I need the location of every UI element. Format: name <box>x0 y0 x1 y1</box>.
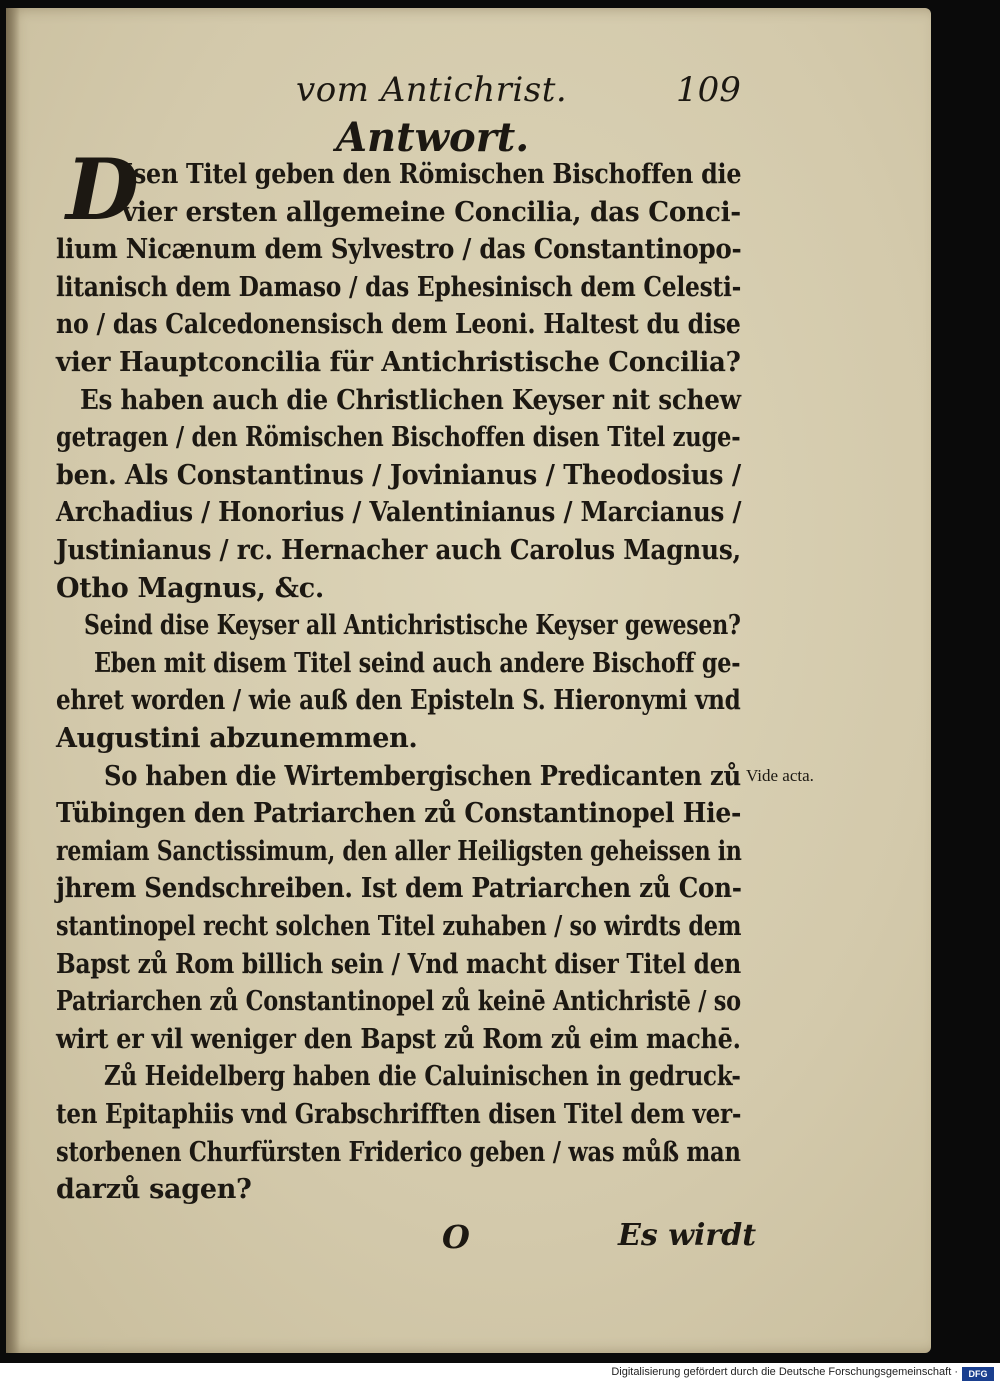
running-head: vom Antichrist. <box>296 70 568 110</box>
text-line: litanisch dem Damaso / das Ephesinisch dem Celesti- <box>56 271 742 303</box>
text-line: Patriarchen zů Constantinopel zů keinē Antichristē / so <box>56 986 741 1018</box>
text-line: wirt er vil weniger den Bapst zů Rom zů eim machē. <box>56 1023 741 1055</box>
text-line: remiam Sanctissimum, den aller Heiligsten geheissen in <box>56 835 742 867</box>
text-line: Eben mit disem Titel seind auch andere Bischoff ge- <box>94 647 741 679</box>
text-line: Justinianus / rc. Hernacher auch Carolus Magnus, <box>56 535 741 566</box>
footer-credit: Digitalisierung gefördert durch die Deutsche Forschungsgemeinschaft · <box>611 1366 958 1378</box>
text-line: Seind dise Keyser all Antichristische Keyser gewesen? <box>84 610 741 642</box>
text-line: ehret worden / wie auß den Episteln S. Hieronymi vnd <box>56 685 741 717</box>
text-line: vier Hauptconcilia für Antichristische Concilia? <box>56 347 741 378</box>
catchword: Es wirdt <box>618 1218 757 1253</box>
text-line: darzů sagen? <box>56 1174 252 1206</box>
text-line: Augustini abzunemmen. <box>56 723 418 754</box>
text-line: Es haben auch die Christlichen Keyser nit schew <box>80 384 741 416</box>
text-line: Tübingen den Patriarchen zů Constantinopel Hie- <box>56 798 742 830</box>
text-line: ten Epitaphiis vnd Grabschrifften disen Titel dem ver- <box>56 1099 742 1130</box>
dfg-logo: DFG <box>962 1367 994 1381</box>
text-line: ben. Als Constantinus / Jovinianus / Theodosius / <box>56 459 741 491</box>
text-line: lium Nicænum dem Sylvestro / das Constantinopo- <box>56 234 742 266</box>
text-line: stantinopel recht solchen Titel zuhaben / so wirdts dem <box>56 911 742 942</box>
text-line: no / das Calcedonensisch dem Leoni. Haltest du dise <box>56 309 741 341</box>
footer-bar <box>0 1363 1000 1385</box>
page-spine-shadow <box>6 8 20 1353</box>
text-line: jhrem Sendschreiben. Ist dem Patriarchen zů Con- <box>56 873 742 905</box>
text-line: Isen Titel geben den Römischen Bischoffen die <box>122 159 742 190</box>
page-number: 109 <box>676 70 741 110</box>
text-line: vier ersten allgemeine Concilia, das Conci- <box>122 196 741 228</box>
section-heading: Antwort. <box>336 114 530 161</box>
margin-note: Vide acta. <box>746 766 814 785</box>
text-line: Otho Magnus, &c. <box>56 572 324 604</box>
signature-mark: O <box>442 1218 470 1256</box>
text-line: storbenen Churfürsten Friderico geben / was můß man <box>56 1136 741 1168</box>
text-line: So haben die Wirtembergischen Predicanten zů <box>104 760 741 792</box>
decorated-initial: D <box>66 140 139 239</box>
text-line: Zů Heidelberg haben die Caluinischen in gedruck- <box>104 1061 741 1093</box>
book-page <box>6 8 931 1353</box>
text-line: Bapst zů Rom billich sein / Vnd macht diser Titel den <box>56 948 741 980</box>
text-line: getragen / den Römischen Bischoffen disen Titel zuge- <box>56 422 741 454</box>
text-line: Archadius / Honorius / Valentinianus / Marcianus / <box>56 497 742 529</box>
